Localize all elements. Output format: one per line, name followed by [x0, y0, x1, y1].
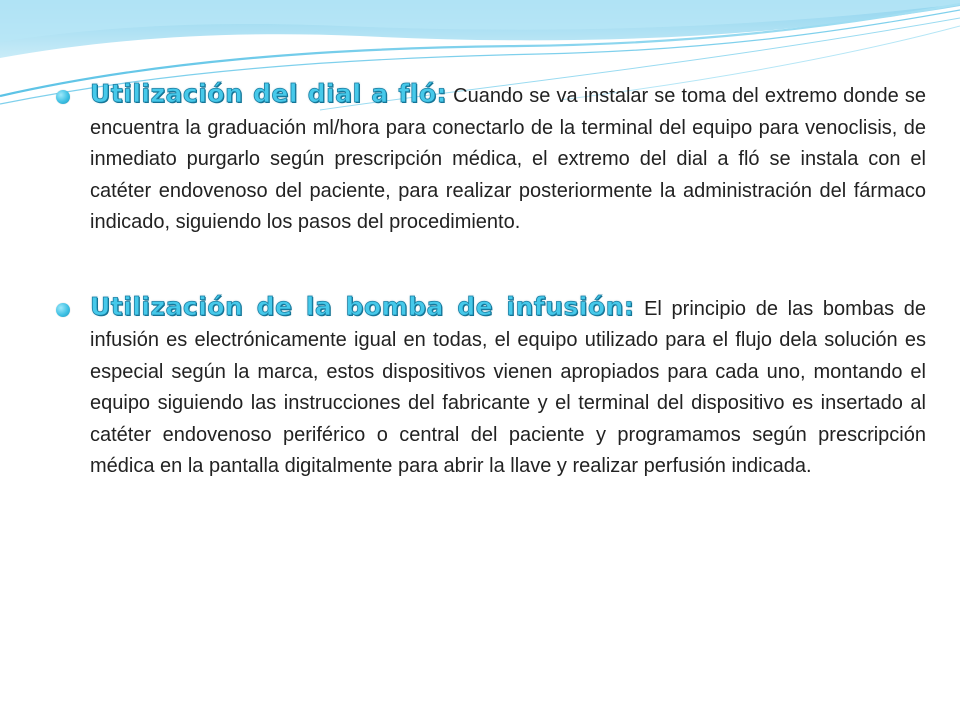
- bullet-dot-icon: [56, 303, 70, 317]
- bullet-body: El principio de las bombas de infusión es electrónicamente igual en todas, el equipo utilizado para el flujo dela solución es especial según la marca, estos dispositivos vienen apropiados para cada uno, montando el equipo siguiendo las instrucciones del fabricante y el terminal del dispositivo es insertado al catéter endovenoso periférico o central del paciente y programamos según prescripción médica en la pantalla digitalmente para abrir la llave y realizar perfusión indicada.: [90, 297, 926, 477]
- bullet-item-bomba-de-infusion: [56, 291, 926, 483]
- bullet-heading: Utilización de la bomba de infusión:: [90, 291, 635, 321]
- bullet-body: Cuando se va instalar se toma del extremo donde se encuentra la graduación ml/hora para conectarlo de la terminal del equipo para venoclisis, de inmediato purgarlo según prescripción médica, el extremo del dial a fló se instala con el catéter endovenoso del paciente, para realizar posteriormente la administración del fármaco indicado, siguiendo los pasos del procedimiento.: [90, 85, 927, 233]
- slide-content: [56, 78, 926, 535]
- bullet-dot-icon: [56, 90, 70, 104]
- bullet-paragraph: [90, 78, 926, 239]
- bullet-heading: Utilización del dial a fló:: [90, 79, 448, 108]
- bullet-item-dial-a-flo: [56, 78, 926, 239]
- bullet-paragraph: [90, 291, 926, 483]
